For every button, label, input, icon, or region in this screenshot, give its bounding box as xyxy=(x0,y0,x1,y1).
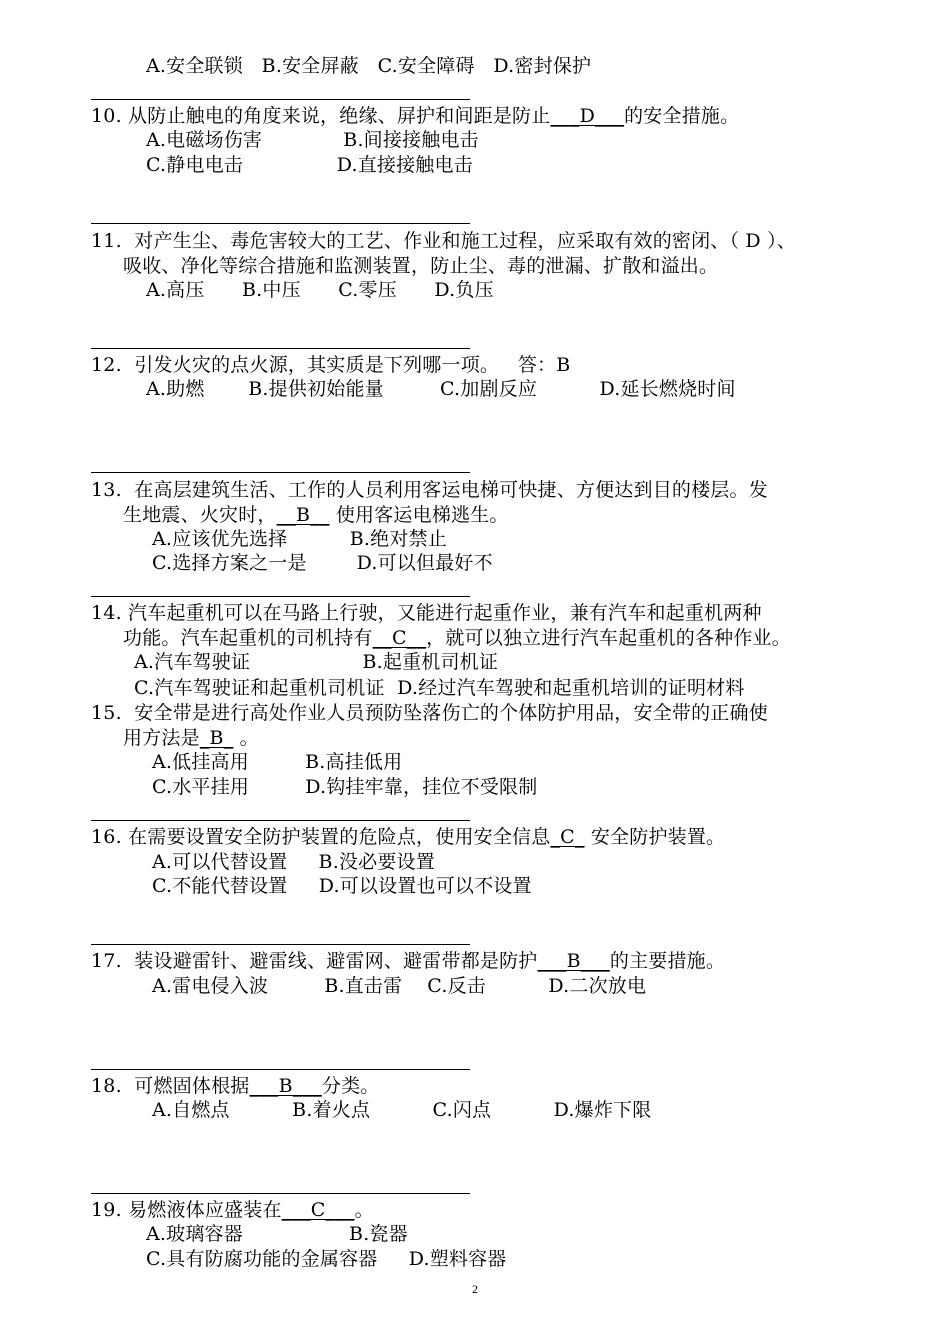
question-10 xyxy=(91,104,739,128)
separator-line xyxy=(91,99,470,100)
question-19 xyxy=(91,1198,374,1222)
page-number: 2 xyxy=(472,1282,478,1296)
separator-line xyxy=(91,944,470,945)
q13-line2 xyxy=(123,503,509,527)
question-text: 16. 在需要设置安全防护装置的危险点，使用安全信息 xyxy=(91,826,551,848)
q11-line2: 吸收、净化等综合措施和监测装置，防止尘、毒的泄漏、扩散和溢出。 xyxy=(123,255,719,277)
separator-line xyxy=(91,1193,470,1194)
question-text: 10. 从防止触电的角度来说，绝缘、屏护和间距是防止 xyxy=(91,105,551,127)
q9-options: A.安全联锁 B.安全屏蔽 C.安全障碍 D.密封保护 xyxy=(146,55,592,77)
separator-line xyxy=(91,348,470,349)
separator-line xyxy=(91,1069,470,1070)
question-text: 。 xyxy=(233,727,259,749)
q12-options: A.助燃 B.提供初始能量 C.加剧反应 D.延长燃烧时间 xyxy=(146,378,736,400)
q11-options: A.高压 B.中压 C.零压 D.负压 xyxy=(146,279,494,301)
q11-line1: 11. 对产生尘、毒危害较大的工艺、作业和施工过程，应采取有效的密闭、（ D ）、 xyxy=(91,230,797,252)
q13-options-row2: C.选择方案之一是 D.可以但最好不 xyxy=(152,552,493,574)
question-text: 19. 易燃液体应盛装在 xyxy=(91,1199,282,1221)
q14-line2 xyxy=(123,626,791,650)
answer-blank: __B__ xyxy=(276,504,330,526)
separator-line xyxy=(91,820,470,821)
q16-options-row1: A.可以代替设置 B.没必要设置 xyxy=(152,851,435,873)
answer-blank: __C__ xyxy=(372,627,427,649)
q16-options-row2: C.不能代替设置 D.可以设置也可以不设置 xyxy=(152,875,532,897)
separator-line xyxy=(91,596,470,597)
question-text: 功能。汽车起重机的司机持有 xyxy=(123,627,373,649)
question-text: 使用客运电梯逃生。 xyxy=(329,504,509,526)
q14-line1: 14. 汽车起重机可以在马路上行驶，又能进行起重作业，兼有汽车和起重机两种 xyxy=(91,602,762,624)
q19-options-row2: C.具有防腐功能的金属容器 D.塑料容器 xyxy=(146,1248,507,1270)
q15-line1: 15. 安全带是进行高处作业人员预防坠落伤亡的个体防护用品，安全带的正确使 xyxy=(91,702,768,724)
question-16 xyxy=(91,825,725,849)
q14-options-row2: C.汽车驾驶证和起重机司机证 D.经过汽车驾驶和起重机培训的证明材料 xyxy=(134,677,745,699)
question-text: 分类。 xyxy=(321,1075,380,1097)
q18-options: A.自燃点 B.着火点 C.闪点 D.爆炸下限 xyxy=(152,1099,652,1121)
question-text: 17. 装设避雷针、避雷线、避雷网、避雷带都是防护 xyxy=(91,950,538,972)
question-text: 生地震、火灾时， xyxy=(123,504,277,526)
q17-options: A.雷电侵入波 B.直击雷 C.反击 D.二次放电 xyxy=(152,975,647,997)
question-text: 。 xyxy=(354,1199,374,1221)
answer-blank: _B_ xyxy=(199,727,234,749)
answer-blank: ___B___ xyxy=(249,1075,322,1097)
q19-options-row1: A.玻璃容器 B.瓷器 xyxy=(146,1223,408,1245)
q10-options-row2: C.静电电击 D.直接接触电击 xyxy=(146,154,473,176)
question-text: ，就可以独立进行汽车起重机的各种作业。 xyxy=(426,627,791,649)
separator-line xyxy=(91,223,470,224)
q15-options-row2: C.水平挂用 D.钩挂牢靠，挂位不受限制 xyxy=(152,776,538,798)
question-text: 的安全措施。 xyxy=(624,105,740,127)
question-18 xyxy=(91,1074,379,1098)
question-text: 安全防护装置。 xyxy=(584,826,726,848)
answer-blank: ___B___ xyxy=(537,950,610,972)
q15-options-row1: A.低挂高用 B.高挂低用 xyxy=(152,751,403,773)
q13-line1: 13. 在高层建筑生活、工作的人员利用客运电梯可快捷、方便达到目的楼层。发 xyxy=(91,479,768,501)
question-text: 的主要措施。 xyxy=(609,950,726,972)
question-text: 18. 可燃固体根据 xyxy=(91,1075,250,1097)
answer-blank: ___D___ xyxy=(550,105,625,127)
q13-options-row1: A.应该优先选择 B.绝对禁止 xyxy=(152,528,447,550)
q10-options-row1: A.电磁场伤害 B.间接接触电击 xyxy=(146,129,479,151)
question-17 xyxy=(91,949,725,973)
separator-line xyxy=(91,472,470,473)
q12-line1: 12. 引发火灾的点火源，其实质是下列哪一项。 答：B xyxy=(91,354,571,376)
question-text: 用方法是 xyxy=(123,727,200,749)
q15-line2 xyxy=(123,726,259,750)
answer-blank: _C_ xyxy=(550,826,585,848)
answer-blank: ___C___ xyxy=(281,1199,355,1221)
q14-options-row1: A.汽车驾驶证 B.起重机司机证 xyxy=(134,651,499,673)
